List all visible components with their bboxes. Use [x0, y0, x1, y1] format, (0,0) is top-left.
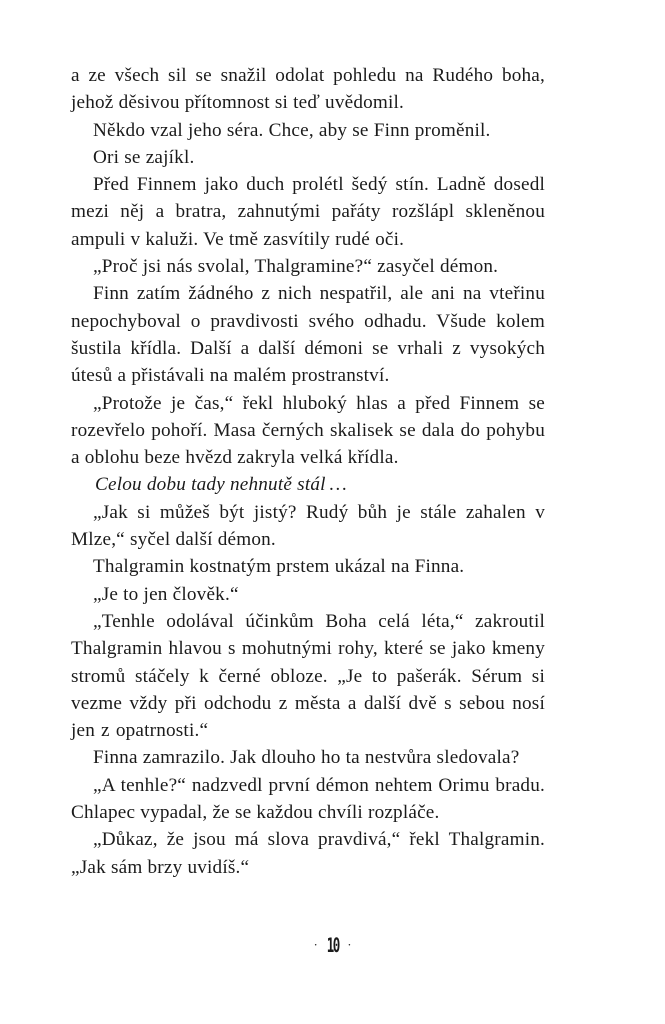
paragraph: a ze všech sil se snažil odolat pohledu na Rudého boha, jehož děsivou přítomnost si teď uvědomil. [71, 65, 545, 114]
paragraph: Thalgramin kostnatým prstem ukázal na Finna. [93, 556, 465, 578]
paragraph: Před Finnem jako duch prolétl šedý stín. Ladně dosedl mezi něj a bratra, zahnutými pařáty rozšlápl skleněnou ampuli v kaluži. Ve tmě zasvítily rudé oči. [71, 174, 545, 250]
folio-left-ornament-icon: · [313, 937, 318, 952]
paragraph: „Tenhle odolával účinkům Boha celá léta,“ zakroutil Thalgramin hlavou s mohutnými rohy, které se jako kmeny stromů stáčely k černé obloze. „Je to pašerák. Sérum si vezme vždy při odchodu z města a další dvě s sebou nosí jen z opatrnosti.“ [71, 610, 545, 742]
paragraph: Ori se zajíkl. [93, 146, 195, 168]
paragraph: „Jak si můžeš být jistý? Rudý bůh je stále zahalen v Mlze,“ syčel další démon. [71, 501, 545, 551]
paragraph: Finna zamrazilo. Jak dlouho ho ta nestvůra sledovala? [93, 747, 520, 769]
paragraph: Finn zatím žádného z nich nespatřil, ale ani na vteřinu nepochyboval o pravdivosti svého odhadu. Všude kolem šustila křídla. Další a další démoni se vrhali z vysokých útesů a přistávali na malém prostranství. [71, 283, 545, 387]
paragraph: „Důkaz, že jsou má slova pravdivá,“ řekl Thalgramin. „Jak sám brzy uvidíš.“ [71, 829, 545, 878]
page-text-block [71, 62, 545, 881]
paragraph: „Protože je čas,“ řekl hluboký hlas a před Finnem se rozevřelo pohoří. Masa černých skalisek se dala do pohybu a oblohu beze hvězd zakryla velká křídla. [71, 392, 545, 469]
page-number: 10 [326, 933, 339, 957]
page-number-footer [0, 933, 665, 957]
paragraph: „Proč jsi nás svolal, Thalgramine?“ zasyčel démon. [93, 256, 499, 278]
paragraph: „A tenhle?“ nadzvedl první démon nehtem Orimu bradu. Chlapec vypadal, že se každou chvíli rozpláče. [71, 774, 545, 824]
folio-right-ornament-icon: · [347, 937, 352, 952]
paragraph: Někdo vzal jeho séra. Chce, aby se Finn proměnil. [93, 119, 491, 141]
paragraph: „Je to jen člověk.“ [93, 583, 239, 605]
paragraph-inner-monologue: Celou dobu tady nehnutě stál … [95, 474, 347, 496]
